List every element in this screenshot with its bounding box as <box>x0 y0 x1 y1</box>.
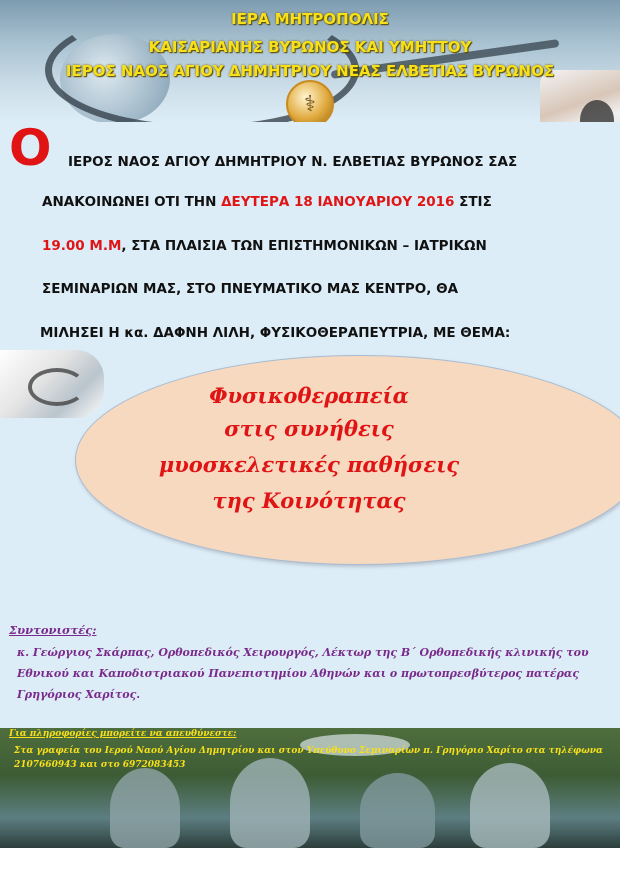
info-label: Για πληροφορίες μπορείτε να απευθύνεστε: <box>9 729 237 739</box>
surgeon-figure <box>360 773 435 848</box>
caduceus-icon: ⚕ <box>304 91 316 117</box>
coordinators-line-2: Εθνικού και Καποδιστριακού Πανεπιστημίου Αθηνών και ο πρωτοπρεσβύτερος πατέρας <box>17 667 580 680</box>
announcement-line-3-rest: , ΣΤΑ ΠΛΑΙΣΙΑ ΤΩΝ ΕΠΙΣΤΗΜΟΝΙΚΩΝ – ΙΑΤΡΙΚΩΝ <box>121 238 487 254</box>
announcement-line-4: ΣΕΜΙΝΑΡΙΩΝ ΜΑΣ, ΣΤΟ ΠΝΕΥΜΑΤΙΚΟ ΜΑΣ ΚΕΝΤΡΟ, ΘΑ <box>42 281 459 297</box>
topic-line-4: της Κοινότητας <box>212 488 406 513</box>
coordinators-line-1: κ. Γεώργιος Σκάρπας, Ορθοπεδικός Χειρουργός, Λέκτωρ της Β΄ Ορθοπεδικής κλινικής του <box>17 646 589 659</box>
medallion <box>286 80 334 122</box>
coordinators-line-3: Γρηγόριος Χαρίτος. <box>17 688 141 701</box>
info-line-1: Στα γραφεία του Ιερού Ναού Αγίου Δημητρίου και στον Υπεύθυνο Σεμιναρίων π. Γρηγόριο Χαρίτο στα τηλέφωνα <box>14 746 603 756</box>
info-line-2: 2107660943 και στο 6972083453 <box>14 760 186 770</box>
topic-line-1: Φυσικοθεραπεία <box>209 383 409 408</box>
coordinators-label: Συντονιστές: <box>9 623 97 637</box>
event-date: ΔΕΥΤΕΡΑ 18 ΙΑΝΟΥΑΡΙΟΥ 2016 <box>221 194 455 210</box>
metropolis-title: ΙΕΡΑ ΜΗΤΡΟΠΟΛΙΣ <box>231 10 389 28</box>
announcement-line-5: ΜΙΛΗΣΕΙ Η κα. ΔΑΦΝΗ ΛΙΛΗ, ΦΥΣΙΚΟΘΕΡΑΠΕΥΤΡΙΑ, ΜΕ ΘΕΜΑ: <box>40 325 511 341</box>
church-title: ΙΕΡΟΣ ΝΑΟΣ ΑΓΙΟΥ ΔΗΜΗΤΡΙΟΥ ΝΕΑΣ ΕΛΒΕΤΙΑΣ ΒΥΡΩΝΟΣ <box>65 62 555 80</box>
announcement-prefix: ΑΝΑΚΟΙΝΩΝΕΙ ΟΤΙ ΤΗΝ <box>42 194 222 210</box>
surgeon-figure <box>110 768 180 848</box>
topic-line-3: μυοσκελετικές παθήσεις <box>158 452 460 477</box>
announcement-line-3 <box>42 238 487 254</box>
topic-line-2: στις συνήθεις <box>224 416 394 441</box>
info-text <box>14 744 603 772</box>
announcement-line-2 <box>42 194 492 210</box>
coordinators-text <box>17 642 615 705</box>
diocese-title: ΚΑΙΣΑΡΙΑΝΗΣ ΒΥΡΩΝΟΣ ΚΑΙ ΥΜΗΤΤΟΥ <box>148 38 472 56</box>
event-time: 19.00 Μ.Μ <box>42 238 122 254</box>
announcement-line-1: ΙΕΡΟΣ ΝΑΟΣ ΑΓΙΟΥ ΔΗΜΗΤΡΙΟΥ Ν. ΕΛΒΕΤΙΑΣ ΒΥΡΩΝΟΣ ΣΑΣ <box>68 154 518 170</box>
surgeon-figure <box>470 763 550 848</box>
header-banner <box>0 0 620 122</box>
initial-letter: Ο <box>9 119 52 177</box>
announcement-suffix: ΣΤΙΣ <box>454 194 492 210</box>
